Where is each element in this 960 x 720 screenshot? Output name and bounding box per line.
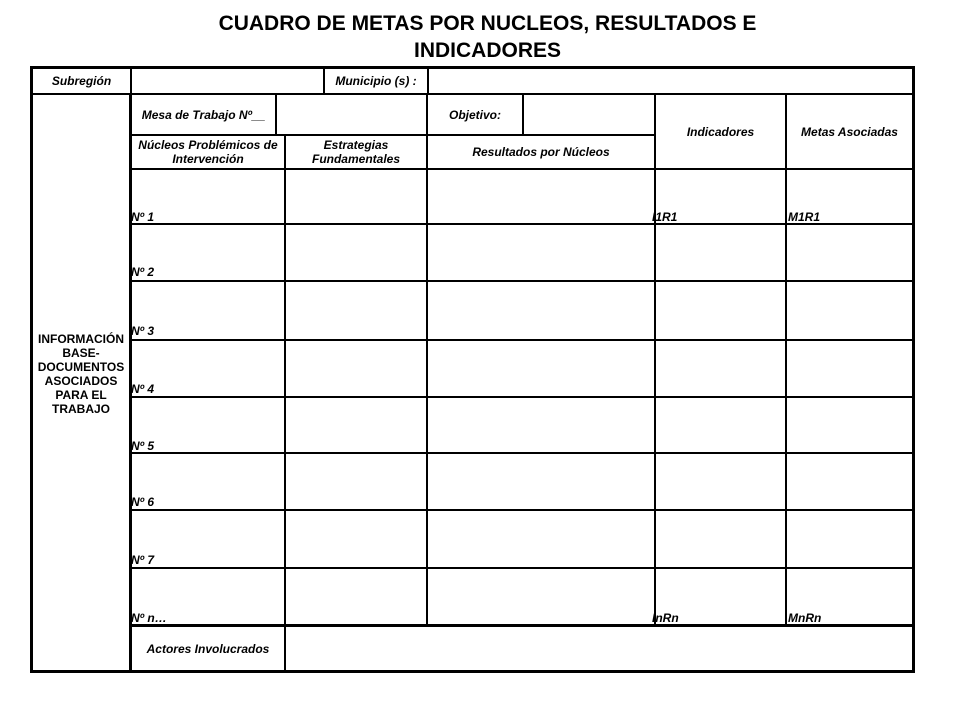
estrategias-header: Estrategias Fundamentales (311, 138, 401, 166)
line-estrategias-left (284, 134, 286, 169)
line-below-header (130, 168, 915, 170)
line-row-4 (130, 396, 915, 398)
row-label-n: Nº n… (131, 611, 167, 625)
border-top (30, 66, 915, 69)
line-row-5 (130, 452, 915, 454)
indicadores-header: Indicadores (686, 124, 755, 139)
row-label-1: Nº 1 (131, 210, 155, 224)
line-municipio-right (427, 66, 429, 94)
title-line-1: CUADRO DE METAS POR NUCLEOS, RESULTADOS E (218, 12, 757, 35)
nucleos-header: Núcleos Problémicos de Intervención (138, 138, 278, 166)
row-label-4: Nº 4 (131, 382, 155, 396)
row-label-6: Nº 6 (131, 495, 155, 509)
border-bottom (30, 670, 915, 673)
resultados-header: Resultados por Núcleos (472, 145, 610, 159)
row-label-2: Nº 2 (131, 265, 155, 279)
row-label-3: Nº 3 (131, 324, 155, 338)
line-objetivo-right (522, 93, 524, 135)
indicador-1: I1R1 (652, 210, 678, 224)
line-actores-right (284, 626, 286, 672)
indicador-n: InRn (652, 611, 679, 625)
actores-label: Actores Involucrados (146, 641, 270, 656)
page-title (0, 10, 960, 64)
mesa-label: Mesa de Trabajo Nº__ (141, 107, 266, 122)
title-line-2: INDICADORES (413, 39, 561, 62)
objetivo-label: Objetivo: (448, 107, 501, 122)
line-subregion-right (130, 66, 132, 94)
subregion-label: Subregión (51, 74, 112, 88)
side-info-label: INFORMACIÓN BASE- DOCUMENTOS ASOCIADOS PARA EL TRABAJO (37, 332, 125, 416)
line-row-6 (130, 509, 915, 511)
line-mesa-right (275, 93, 277, 135)
meta-n: MnRn (788, 611, 822, 625)
row-label-7: Nº 7 (131, 553, 155, 567)
line-row-7 (130, 567, 915, 569)
line-row-3 (130, 339, 915, 341)
row-label-5: Nº 5 (131, 439, 155, 453)
meta-1: M1R1 (788, 210, 821, 224)
metas-header: Metas Asociadas (801, 124, 898, 139)
municipio-label: Municipio (s) : (335, 74, 417, 88)
border-right (912, 66, 915, 673)
line-row-2 (130, 280, 915, 282)
metas-table (30, 66, 915, 673)
